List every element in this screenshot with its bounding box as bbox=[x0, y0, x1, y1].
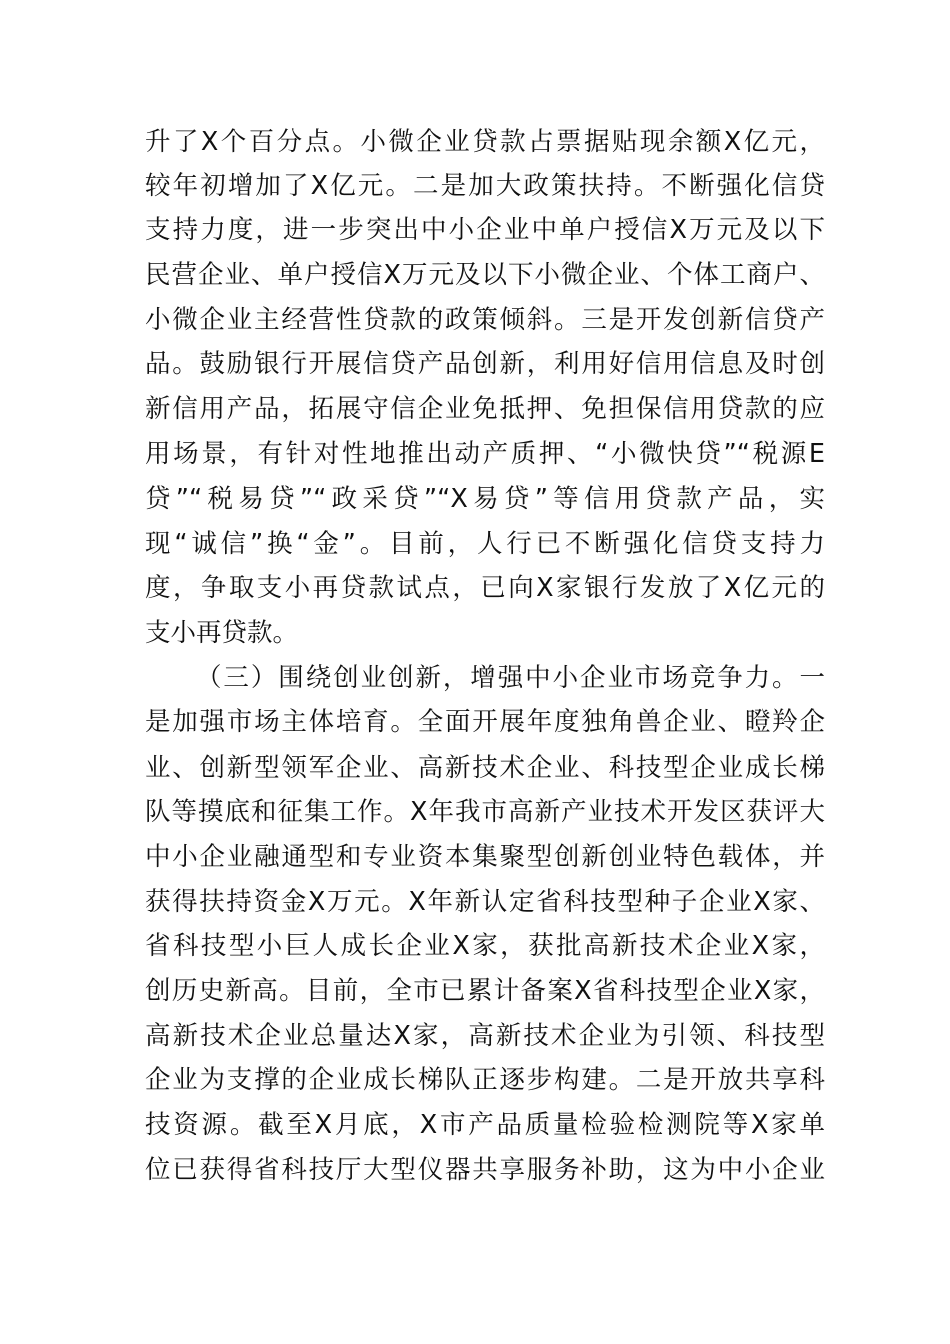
text-line: 用场景，有针对性地推出动产质押、“小微快贷”“税源E bbox=[145, 439, 825, 469]
text-line: 高新技术企业总量达X家，高新技术企业为引领、科技型 bbox=[145, 1021, 825, 1051]
text-line: 小微企业主经营性贷款的政策倾斜。三是开发创新信贷产 bbox=[145, 305, 825, 335]
text-line: 民营企业、单户授信X万元及以下小微企业、个体工商户、 bbox=[145, 260, 825, 290]
text-line: 度，争取支小再贷款试点，已向X家银行发放了X亿元的 bbox=[145, 573, 825, 603]
text-line: 较年初增加了X亿元。二是加大政策扶持。不断强化信贷 bbox=[145, 171, 825, 201]
text-line: 品。鼓励银行开展信贷产品创新，利用好信用信息及时创 bbox=[145, 349, 825, 379]
text-line: 企业为支撑的企业成长梯队正逐步构建。二是开放共享科 bbox=[145, 1065, 825, 1095]
text-line: 中小企业融通型和专业资本集聚型创新创业特色载体，并 bbox=[145, 842, 825, 872]
text-line: 获得扶持资金X万元。X年新认定省科技型种子企业X家、 bbox=[145, 887, 825, 917]
text-line: 支持力度，进一步突出中小企业中单户授信X万元及以下 bbox=[145, 215, 825, 245]
text-line: 技资源。截至X月底，X市产品质量检验检测院等X家单 bbox=[145, 1110, 825, 1140]
text-line: 升了X个百分点。小微企业贷款占票据贴现余额X亿元， bbox=[145, 127, 825, 157]
text-line: 是加强市场主体培育。全面开展年度独角兽企业、瞪羚企 bbox=[145, 707, 825, 737]
section-heading-line: （三）围绕创业创新，增强中小企业市场竞争力。一 bbox=[196, 663, 825, 693]
text-line: 位已获得省科技厅大型仪器共享服务补助，这为中小企业 bbox=[145, 1155, 825, 1185]
text-line: 新信用产品，拓展守信企业免抵押、免担保信用贷款的应 bbox=[145, 394, 825, 424]
text-line: 创历史新高。目前，全市已累计备案X省科技型企业X家， bbox=[145, 976, 825, 1006]
text-line: 队等摸底和征集工作。X年我市高新产业技术开发区获评大 bbox=[145, 797, 825, 827]
text-line: 省科技型小巨人成长企业X家，获批高新技术企业X家， bbox=[145, 931, 825, 961]
text-line: 业、创新型领军企业、高新技术企业、科技型企业成长梯 bbox=[145, 753, 825, 783]
text-line: 贷”“税易贷”“政采贷”“X易贷”等信用贷款产品，实 bbox=[145, 484, 825, 514]
text-line: 支小再贷款。 bbox=[145, 618, 299, 648]
text-line: 现“诚信”换“金”。目前，人行已不断强化信贷支持力 bbox=[145, 529, 825, 559]
